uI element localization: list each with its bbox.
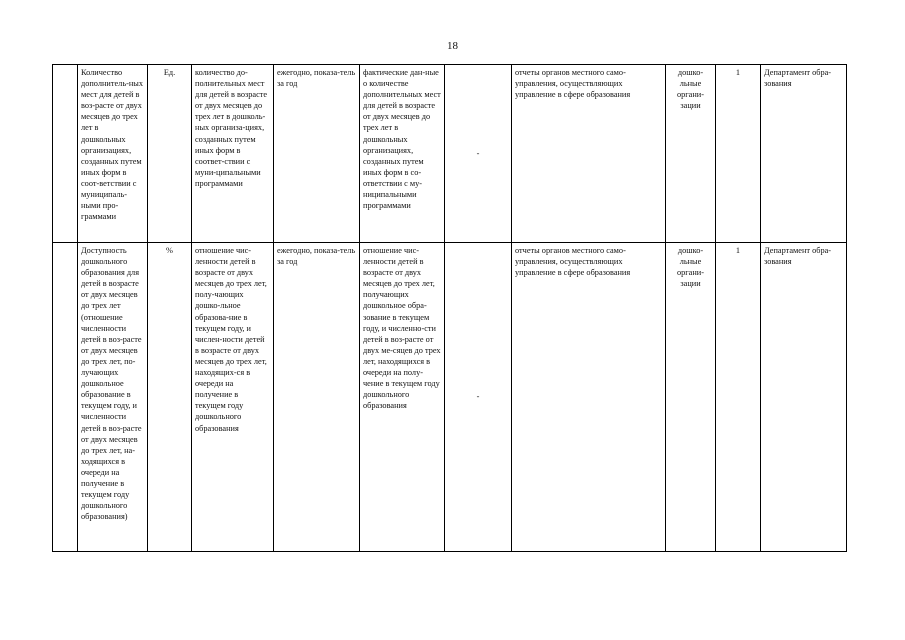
periodicity-cell: ежегодно, показа-тель за год	[274, 65, 360, 243]
population-cell: дошко-льные органи-зации	[666, 65, 716, 243]
source-cell: отчеты органов местного само-управления, осуществляющих управление в сфере образования	[512, 65, 666, 243]
responsible-cell: Департамент обра-зования	[761, 65, 847, 243]
indicator-name-cell: Доступность дошкольного образования для детей в возрасте от двух месяцев до трех лет (отношение численности детей в воз-расте от двух месяцев до трех лет, по-лучающих дошкольное образование в текущем году, и численности детей в воз-расте от двух месяцев до трех лет, на-ходящихся в очереди на получение в текущем году дошкольного образования)	[78, 243, 148, 552]
method-cell: -	[445, 243, 512, 552]
source-cell: отчеты органов местного само-управления, осуществляющих управление в сфере образования	[512, 243, 666, 552]
method-cell: -	[445, 65, 512, 243]
table-row	[53, 65, 847, 243]
code-cell: 1	[716, 243, 761, 552]
row-number-cell	[53, 65, 78, 243]
responsible-cell: Департамент обра-зования	[761, 243, 847, 552]
code-cell: 1	[716, 65, 761, 243]
base-indicators-cell: фактические дан-ные о количестве дополнительных мест для детей в возрасте от двух месяцев до трех лет в дошкольных организациях, созданных путем иных форм в со-ответствии с му-ниципальными программами	[360, 65, 445, 243]
unit-cell: %	[148, 243, 192, 552]
indicators-table	[52, 64, 847, 552]
periodicity-cell: ежегодно, показа-тель за год	[274, 243, 360, 552]
table-row	[53, 243, 847, 552]
definition-cell: количество до-полнительных мест для детей в возрасте от двух месяцев до трех лет в дошколь-ных организа-циях, созданных путем иных форм в соответ-ствии с муни-ципальными программами	[192, 65, 274, 243]
population-cell: дошко-льные органи-зации	[666, 243, 716, 552]
page-number: 18	[447, 40, 458, 52]
definition-cell: отношение чис-ленности детей в возрасте от двух месяцев до трех лет, полу-чающих дошко-льное образова-ние в текущем году, и числен-ности детей в возрасте от двух месяцев до трех лет, находящих-ся в очереди на получение в текущем году дошкольного образования	[192, 243, 274, 552]
row-number-cell	[53, 243, 78, 552]
base-indicators-cell: отношение чис-ленности детей в возрасте от двух месяцев до трех лет, получающих дошкольное обра-зование в текущем году, и численно-сти детей в воз-расте от двух ме-сяцев до трех лет, находящихся в очереди на полу-чение в текущем году дошкольного образования	[360, 243, 445, 552]
indicator-name-cell: Количество дополнитель-ных мест для детей в воз-расте от двух месяцев до трех лет в дошкольных организациях, созданных путем иных форм в соот-ветствии с муниципаль-ными про-граммами	[78, 65, 148, 243]
unit-cell: Ед.	[148, 65, 192, 243]
